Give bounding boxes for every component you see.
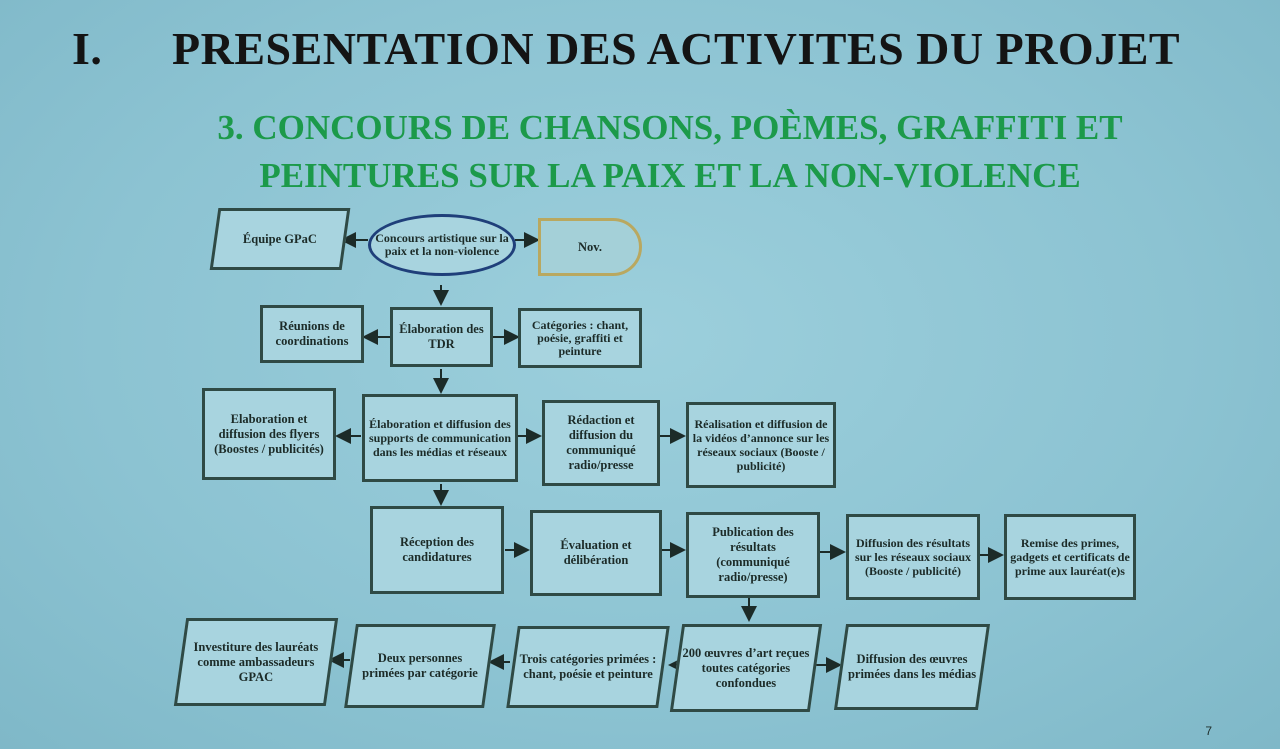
node-200-oeuvres: 200 œuvres d’art reçues toutes catégories confondues bbox=[670, 624, 822, 712]
node-elaboration-tdr: Élaboration des TDR bbox=[390, 307, 493, 367]
node-diffusion-oeuvres: Diffusion des œuvres primées dans les médias bbox=[834, 624, 990, 710]
node-diffusion-resultats: Diffusion des résultats sur les réseaux sociaux (Booste / publicité) bbox=[846, 514, 980, 600]
node-investiture: Investiture des lauréats comme ambassadeurs GPAC bbox=[174, 618, 338, 706]
node-reunions: Réunions de coordinations bbox=[260, 305, 364, 363]
page-number: 7 bbox=[1205, 724, 1212, 738]
node-equipe-gpac: Équipe GPaC bbox=[210, 208, 351, 270]
node-nov: Nov. bbox=[538, 218, 642, 276]
slide-subtitle: 3. CONCOURS DE CHANSONS, POÈMES, GRAFFITI ET PEINTURES SUR LA PAIX ET LA NON-VIOLENCE bbox=[217, 108, 1123, 195]
node-deux-personnes: Deux personnes primées par catégorie bbox=[344, 624, 496, 708]
heading-title: PRESENTATION DES ACTIVITES DU PROJET bbox=[172, 23, 1181, 74]
node-supports-communication: Élaboration et diffusion des supports de communication dans les médias et réseaux bbox=[362, 394, 518, 482]
heading-number: I. bbox=[72, 23, 103, 74]
node-remise-primes: Remise des primes, gadgets et certificats de prime aux lauréat(e)s bbox=[1004, 514, 1136, 600]
node-videos-annonce: Réalisation et diffusion de la vidéos d’annonce sur les réseaux sociaux (Booste / publicité) bbox=[686, 402, 836, 488]
node-flyers: Elaboration et diffusion des flyers (Boostes / publicités) bbox=[202, 388, 336, 480]
node-concours-artistique: Concours artistique sur la paix et la non-violence bbox=[368, 214, 516, 276]
node-evaluation: Évaluation et délibération bbox=[530, 510, 662, 596]
node-publication-resultats: Publication des résultats (communiqué radio/presse) bbox=[686, 512, 820, 598]
node-categories: Catégories : chant, poésie, graffiti et peinture bbox=[518, 308, 642, 368]
node-reception-candidatures: Réception des candidatures bbox=[370, 506, 504, 594]
node-trois-categories: Trois catégories primées : chant, poésie et peinture bbox=[506, 626, 670, 708]
node-redaction-communique: Rédaction et diffusion du communiqué radio/presse bbox=[542, 400, 660, 486]
